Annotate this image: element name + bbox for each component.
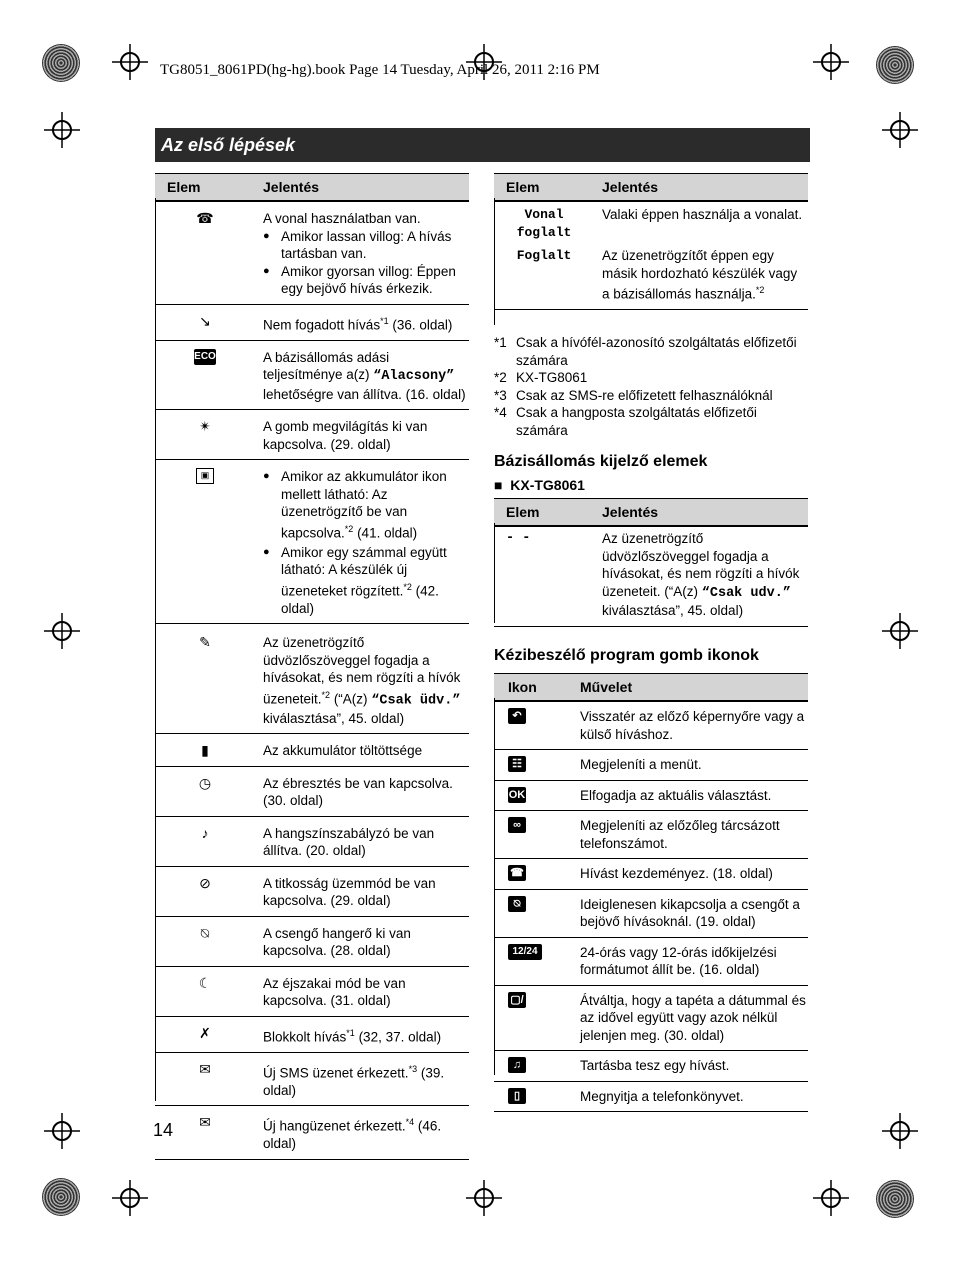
footnote-text: Csak az SMS-re előfizetett felhasználóknál <box>516 387 773 403</box>
row-action: Megnyitja a telefonkönyvet. <box>580 1088 744 1104</box>
bullet-text: Amikor az akkumulátor ikon mellett látható: Az üzenetrögzítő be van kapcsolva. <box>281 469 447 540</box>
bullet-tail: (42. oldal) <box>281 583 439 616</box>
row-meaning-mid: (“A(z) <box>330 691 372 706</box>
row-meaning: Az üzenetrögzítő üdvözlőszöveggel fogadja a hívásokat, és nem rögzíti a hívók üzeneteit. <box>263 635 461 706</box>
table-row <box>494 1051 808 1082</box>
table-row <box>155 1061 469 1100</box>
table-row <box>155 349 469 404</box>
column-header-meaning: Jelentés <box>602 179 659 195</box>
column-header-item: Elem <box>506 179 540 195</box>
row-separator <box>155 1105 469 1106</box>
row-meaning: A vonal használatban van. <box>263 211 421 226</box>
call-icon: ☎ <box>508 865 526 881</box>
table-row <box>155 1025 469 1046</box>
soft-key-heading: Kézibeszélő program gomb ikonok <box>494 647 759 664</box>
bullet-item <box>263 544 469 618</box>
row-separator <box>155 816 469 817</box>
bullet-tail: (41. oldal) <box>353 525 418 540</box>
bullet-item: ● Amikor gyorsan villog: Éppen egy bejövő hívás érkezik. <box>263 263 469 298</box>
display-code: Vonal foglalt <box>516 207 572 240</box>
footnote-ref: *2 <box>403 581 412 592</box>
row-separator <box>155 459 469 460</box>
wallpaper-toggle-icon: ▢/▤ <box>508 992 526 1008</box>
footnote-ref: *2 <box>344 523 354 534</box>
row-meaning-tail: (32, 37. oldal) <box>354 1029 442 1044</box>
battery-icon: ▮ <box>201 742 209 758</box>
table-header <box>155 174 469 202</box>
table-row <box>494 859 808 890</box>
column-header-icon: Ikon <box>508 679 537 695</box>
alarm-icon: ◷ <box>198 774 212 791</box>
row-meaning: A csengő hangerő ki van kapcsolva. (28. oldal) <box>263 925 411 958</box>
answering-machine-icon: ▣ <box>196 468 214 484</box>
footnote-ref: *4 <box>405 1117 415 1127</box>
hold-icon: ♫ <box>508 1057 526 1073</box>
color-rosette-icon <box>876 1180 914 1218</box>
footnote-key: *4 <box>494 405 507 420</box>
back-icon: ↶ <box>508 708 526 724</box>
row-meaning: Új hangüzenet érkezett. <box>263 1118 406 1134</box>
night-mode-icon: ☾ <box>198 974 212 991</box>
footnote-key: *2 <box>494 370 507 385</box>
table-row <box>155 313 469 334</box>
row-meaning: Az akkumulátor töltöttsége <box>263 743 423 758</box>
table-row <box>494 1082 808 1113</box>
registration-mark-icon <box>813 1180 849 1216</box>
model-name: KX-TG8061 <box>510 477 585 493</box>
row-action: Átváltja, hogy a tapéta a dátummal és az idővel együtt vagy azok nélkül jelenjen meg. (30. oldal) <box>580 992 806 1043</box>
status-icons-table <box>155 173 469 1160</box>
footnote-ref: *2 <box>755 285 765 295</box>
table-divider <box>494 698 495 1075</box>
row-meaning-tail: (39. oldal) <box>263 1065 445 1098</box>
row-separator <box>155 966 469 967</box>
table-row <box>155 418 469 453</box>
table-row <box>155 925 469 960</box>
time-format-icon: 12/24 <box>508 944 542 960</box>
row-action: Visszatér az előző képernyőre vagy a külső híváshoz. <box>580 709 805 742</box>
ringer-off-icon: ⍉ <box>200 924 210 941</box>
row-action: Hívást kezdeményez. (18. oldal) <box>580 866 773 881</box>
row-action: Tartásba tesz egy hívást. <box>580 1058 730 1073</box>
new-sms-icon: ✉ <box>199 1060 211 1077</box>
ok-icon: OK <box>508 788 526 801</box>
table-divider <box>494 523 495 623</box>
column-header-meaning: Jelentés <box>602 504 659 520</box>
table-row <box>494 986 808 1052</box>
footnote <box>494 404 810 439</box>
table-row <box>155 634 469 727</box>
table-row <box>494 702 808 750</box>
row-action: Megjeleníti a menüt. <box>580 757 702 772</box>
row-separator <box>155 1016 469 1017</box>
ringer-off-icon: ⍉ <box>508 896 526 912</box>
color-rosette-icon <box>876 46 914 84</box>
redial-icon: ∞ <box>508 817 526 833</box>
footnote-key: *3 <box>494 387 507 403</box>
table-row <box>494 890 808 938</box>
row-meaning-tail: (36. oldal) <box>388 317 453 332</box>
eco-icon: ECO <box>194 349 216 365</box>
registration-mark-icon <box>882 112 918 148</box>
display-code-inline: “Alacsony” <box>373 369 455 384</box>
menu-icon: ☷ <box>508 756 526 772</box>
footnote <box>494 387 810 405</box>
column-header-item: Elem <box>506 504 540 520</box>
registration-mark-icon <box>466 44 502 80</box>
table-header <box>494 174 808 202</box>
table-row <box>494 781 808 812</box>
footnote-ref: *3 <box>408 1063 418 1074</box>
registration-mark-icon <box>813 44 849 80</box>
key-light-icon: ✴ <box>199 418 211 434</box>
registration-mark-icon <box>112 44 148 80</box>
row-separator <box>155 1052 469 1053</box>
footnote-text: Csak a hívófél-azonosító szolgáltatás előfizetői számára <box>516 335 797 368</box>
soft-key-table <box>494 673 808 1112</box>
row-action: Ideiglenesen kikapcsolja a csengőt a bejövő hívásoknál. (19. oldal) <box>580 896 800 929</box>
table-row <box>494 938 808 986</box>
row-meaning: Blokkolt hívás <box>263 1029 347 1044</box>
color-rosette-icon <box>42 44 80 82</box>
table-divider <box>494 198 495 325</box>
footnote-text: KX-TG8061 <box>516 370 588 385</box>
table-row <box>494 206 808 241</box>
row-meaning: A gomb megvilágítás ki van kapcsolva. (29. oldal) <box>263 419 428 452</box>
display-code-inline: “Csak üdv.” <box>371 693 461 708</box>
greeting-only-icon: ✎ <box>199 634 211 650</box>
row-meaning: Nem fogadott hívás <box>263 317 381 332</box>
equalizer-icon: ♪ <box>201 824 209 841</box>
registration-mark-icon <box>882 613 918 649</box>
table-row <box>494 527 808 627</box>
column-header-action: Művelet <box>580 679 633 695</box>
row-action: 24-órás vagy 12-órás időkijelzési formátumot állít be. (16. oldal) <box>580 944 777 977</box>
row-separator <box>155 304 469 305</box>
registration-mark-icon <box>882 1113 918 1149</box>
row-meaning: Az éjszakai mód be van kapcsolva. (31. oldal) <box>263 975 406 1008</box>
registration-mark-icon <box>466 1180 502 1216</box>
missed-call-icon: ↘ <box>199 312 211 329</box>
table-divider <box>155 198 156 1101</box>
registration-mark-icon <box>44 613 80 649</box>
registration-mark-icon <box>44 1113 80 1149</box>
footnote <box>494 369 810 387</box>
row-meaning: Az üzenetrögzítő üdvözlőszöveggel fogadja a hívásokat, és nem rögzíti a hívók üzeneteit. (“A(z) <box>602 531 800 599</box>
footnote <box>494 334 810 369</box>
footnotes <box>494 334 810 439</box>
row-separator <box>155 409 469 410</box>
privacy-icon: ⊘ <box>199 874 211 891</box>
new-voicemail-icon: ✉ <box>199 1114 211 1130</box>
bullet-item <box>263 468 469 542</box>
row-separator <box>155 866 469 867</box>
row-meaning-tail: lehetőségre van állítva. (16. oldal) <box>263 386 466 402</box>
table-header <box>494 674 808 702</box>
table-row <box>494 750 808 781</box>
model-label: ■ KX-TG8061 <box>494 477 585 493</box>
display-text-table <box>494 173 808 310</box>
table-row <box>155 210 469 298</box>
file-header: TG8051_8061PD(hg-hg).book Page 14 Tuesday, April 26, 2011 2:16 PM <box>160 62 600 78</box>
row-meaning-tail: kiválasztása”, 45. oldal) <box>602 603 744 618</box>
table-row <box>155 825 469 860</box>
row-meaning: Az ébresztés be van kapcsolva. (30. oldal) <box>263 775 453 808</box>
phonebook-icon: ▯ <box>508 1088 526 1104</box>
row-separator <box>155 623 469 624</box>
table-row <box>155 1114 469 1153</box>
row-meaning-tail: kiválasztása”, 45. oldal) <box>263 710 405 726</box>
table-row <box>494 811 808 859</box>
row-action: Megjeleníti az előzőleg tárcsázott telefonszámot. <box>580 818 780 851</box>
footnote-ref: *2 <box>321 689 331 700</box>
color-rosette-icon <box>42 1178 80 1216</box>
row-separator <box>155 340 469 341</box>
handset-off-hook-icon: ☎ <box>196 210 214 226</box>
registration-mark-icon <box>44 112 80 148</box>
footnote-key: *1 <box>494 335 507 350</box>
row-meaning-tail: (46. oldal) <box>263 1118 442 1151</box>
table-row <box>155 742 469 760</box>
bullet-text: Amikor egy számmal együtt látható: A készülék új üzeneteket rögzített. <box>281 544 447 598</box>
row-meaning: A titkosság üzemmód be van kapcsolva. (29. oldal) <box>263 875 436 908</box>
page-number: 14 <box>153 1120 174 1140</box>
table-row <box>155 775 469 810</box>
table-row <box>155 468 469 617</box>
row-separator <box>155 766 469 767</box>
footnote-ref: *1 <box>380 315 389 326</box>
display-code: - - <box>506 531 531 546</box>
column-header-item: Elem <box>167 179 201 195</box>
registration-mark-icon <box>112 1180 148 1216</box>
row-meaning: A bázisállomás adási teljesítménye a(z) <box>263 349 390 382</box>
row-action: Elfogadja az aktuális választást. <box>580 787 772 803</box>
display-code: Foglalt <box>516 248 572 263</box>
row-separator <box>155 916 469 917</box>
row-meaning: Új SMS üzenet érkezett. <box>263 1065 409 1080</box>
column-header-meaning: Jelentés <box>263 179 320 195</box>
base-display-table <box>494 498 808 627</box>
table-row <box>155 875 469 910</box>
row-meaning: Valaki éppen használja a vonalat. <box>602 207 803 222</box>
table-header <box>494 499 808 527</box>
bullet-item: ● Amikor lassan villog: A hívás tartásban van. <box>263 228 469 263</box>
base-display-heading: Bázisállomás kijelző elemek <box>494 453 708 470</box>
blocked-call-icon: ✗ <box>199 1024 211 1041</box>
footnote-ref: *1 <box>346 1027 355 1038</box>
footnote-text: Csak a hangposta szolgáltatás előfizetői számára <box>516 405 757 438</box>
row-meaning: Az üzenetrögzítőt éppen egy másik hordozható készülék vagy a bázisállomás használja. <box>602 248 798 302</box>
table-row <box>155 975 469 1010</box>
display-code-inline: “Csak udv.” <box>701 585 791 601</box>
table-row <box>494 247 808 303</box>
row-separator <box>155 1159 469 1160</box>
section-title: Az első lépések <box>155 128 810 162</box>
row-meaning: A hangszínszabályzó be van állítva. (20. oldal) <box>263 825 435 858</box>
row-separator <box>155 733 469 734</box>
